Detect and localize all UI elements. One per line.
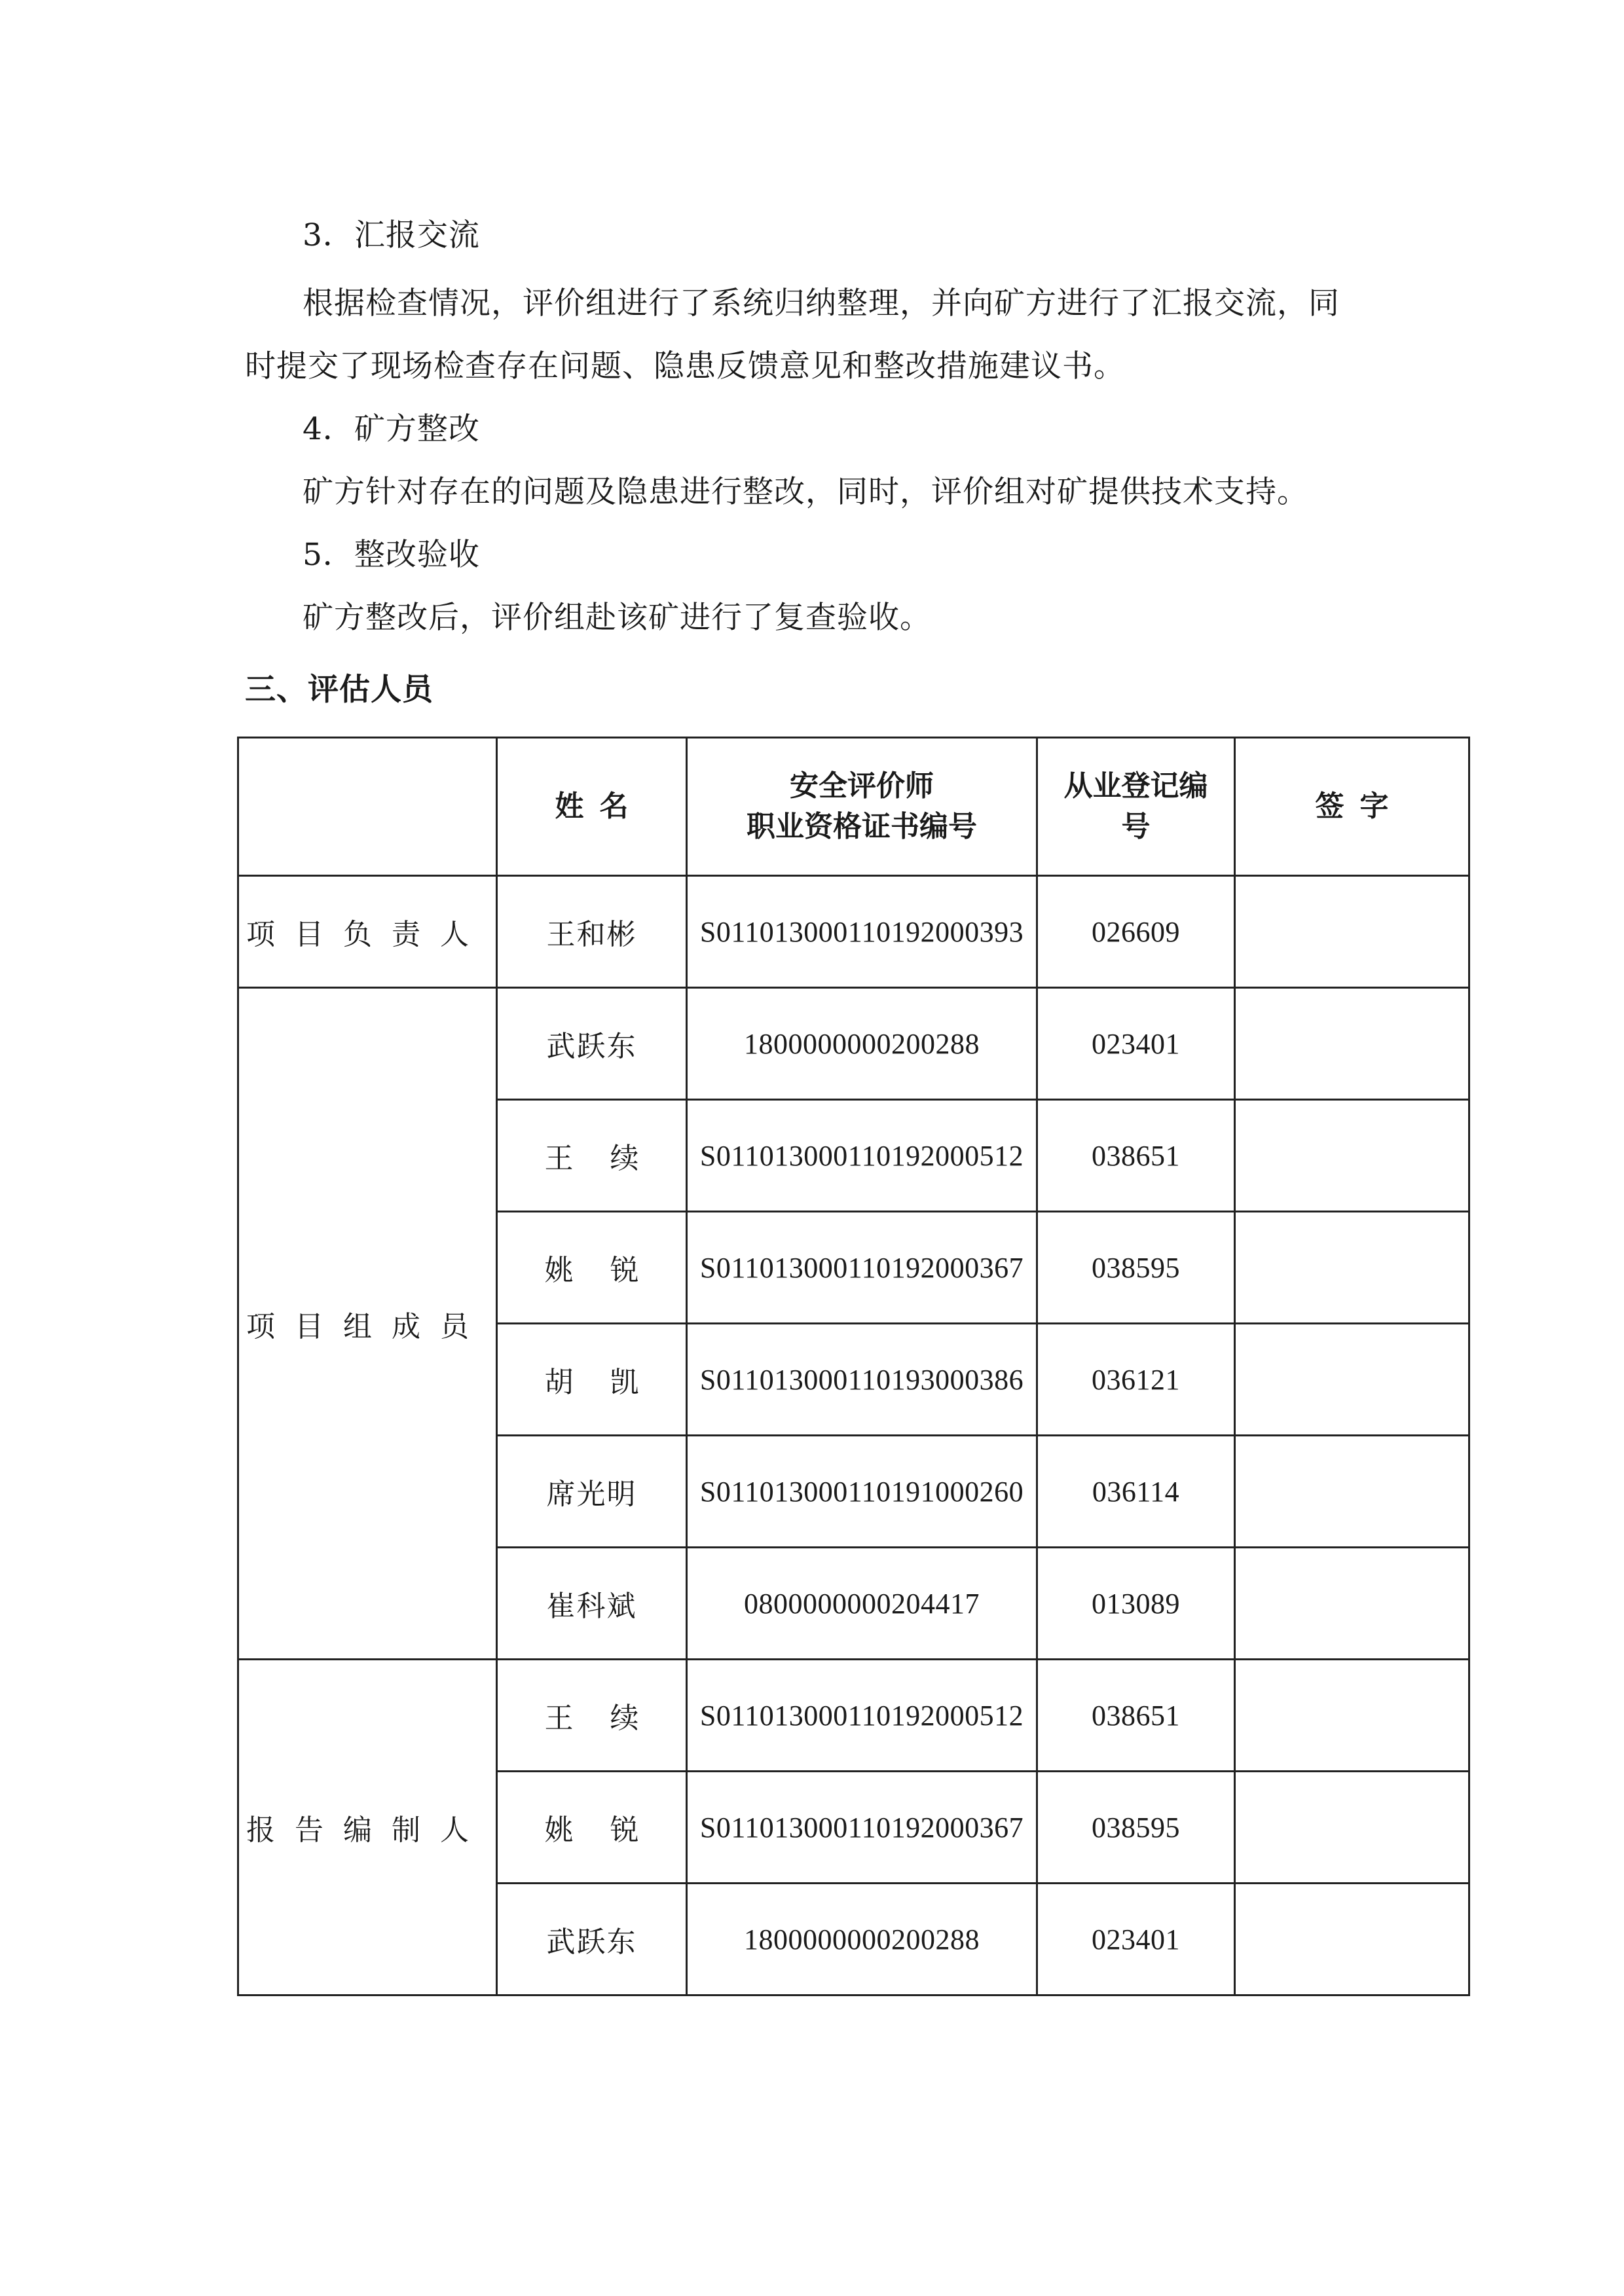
sign-cell <box>1235 1772 1469 1884</box>
name-text: 王续 <box>544 1142 676 1175</box>
cert-cell: S011013000110192000367 <box>687 1772 1037 1884</box>
header-cert-line-2: 职业资格证书编号 <box>747 810 977 843</box>
name-text: 王续 <box>544 1702 676 1735</box>
header-sign <box>1235 738 1469 876</box>
cert-cell: S011013000110192000367 <box>687 1212 1037 1324</box>
header-sign-label: 签字 <box>1315 790 1405 823</box>
reg-cell: 038595 <box>1037 1212 1235 1324</box>
header-cert <box>687 738 1037 876</box>
header-cert-line-1: 安全评价师 <box>790 769 934 803</box>
cert-cell: S011013000110192000512 <box>687 1100 1037 1212</box>
header-reg-line-1: 从业登记编 <box>1063 769 1208 803</box>
name-cell <box>497 1212 687 1324</box>
cert-cell: 1800000000200288 <box>687 1884 1037 1995</box>
reg-cell: 038651 <box>1037 1100 1235 1212</box>
sign-cell <box>1235 1436 1469 1548</box>
name-cell <box>497 1324 687 1436</box>
reg-cell: 026609 <box>1037 876 1235 988</box>
role-members: 项目组成员 <box>238 988 497 1660</box>
cert-cell: 0800000000204417 <box>687 1548 1037 1660</box>
header-reg-line-2: 号 <box>1121 810 1151 843</box>
table-row <box>238 876 1469 988</box>
name-cell: 崔科斌 <box>497 1548 687 1660</box>
heading-5: 5．整改验收 <box>303 537 480 573</box>
role-leader: 项目负责人 <box>238 876 497 988</box>
sign-cell <box>1235 1212 1469 1324</box>
section-title: 三、评估人员 <box>245 672 434 708</box>
reg-cell: 023401 <box>1037 988 1235 1100</box>
paragraph-4: 矿方针对存在的问题及隐患进行整改，同时，评价组对矿提供技术支持。 <box>303 474 1308 510</box>
name-cell: 王和彬 <box>497 876 687 988</box>
sign-cell <box>1235 876 1469 988</box>
paragraph-3-line-2: 时提交了现场检查存在问题、隐患反馈意见和整改措施建议书。 <box>245 348 1125 384</box>
reg-cell: 038595 <box>1037 1772 1235 1884</box>
heading-4: 4．矿方整改 <box>303 411 480 447</box>
cert-cell: S011013000110193000386 <box>687 1324 1037 1436</box>
cert-cell: S011013000110191000260 <box>687 1436 1037 1548</box>
cert-cell: S011013000110192000393 <box>687 876 1037 988</box>
name-text: 胡凯 <box>544 1366 676 1399</box>
sign-cell <box>1235 1660 1469 1772</box>
table-row <box>238 1660 1469 1772</box>
reg-cell: 013089 <box>1037 1548 1235 1660</box>
name-cell <box>497 1772 687 1884</box>
sign-cell <box>1235 988 1469 1100</box>
staff-table <box>237 737 1470 1996</box>
reg-cell: 036114 <box>1037 1436 1235 1548</box>
table-row <box>238 988 1469 1100</box>
sign-cell <box>1235 1884 1469 1995</box>
sign-cell <box>1235 1548 1469 1660</box>
reg-cell: 038651 <box>1037 1660 1235 1772</box>
cert-cell: 1800000000200288 <box>687 988 1037 1100</box>
header-blank <box>238 738 497 876</box>
header-reg <box>1037 738 1235 876</box>
paragraph-5: 矿方整改后，评价组赴该矿进行了复查验收。 <box>303 600 931 636</box>
name-text: 姚锐 <box>544 1254 676 1287</box>
heading-3: 3．汇报交流 <box>303 217 480 253</box>
table-header-row <box>238 738 1469 876</box>
paragraph-3-line-1: 根据检查情况，评价组进行了系统归纳整理，并向矿方进行了汇报交流，同 <box>303 285 1340 321</box>
reg-cell: 036121 <box>1037 1324 1235 1436</box>
header-name-label: 姓名 <box>555 790 644 823</box>
name-cell <box>497 1660 687 1772</box>
name-cell: 武跃东 <box>497 988 687 1100</box>
header-name <box>497 738 687 876</box>
reg-cell: 023401 <box>1037 1884 1235 1995</box>
role-authors: 报告编制人 <box>238 1660 497 1995</box>
cert-cell: S011013000110192000512 <box>687 1660 1037 1772</box>
sign-cell <box>1235 1324 1469 1436</box>
name-cell: 武跃东 <box>497 1884 687 1995</box>
sign-cell <box>1235 1100 1469 1212</box>
name-cell <box>497 1100 687 1212</box>
name-text: 姚锐 <box>544 1813 676 1847</box>
name-cell: 席光明 <box>497 1436 687 1548</box>
